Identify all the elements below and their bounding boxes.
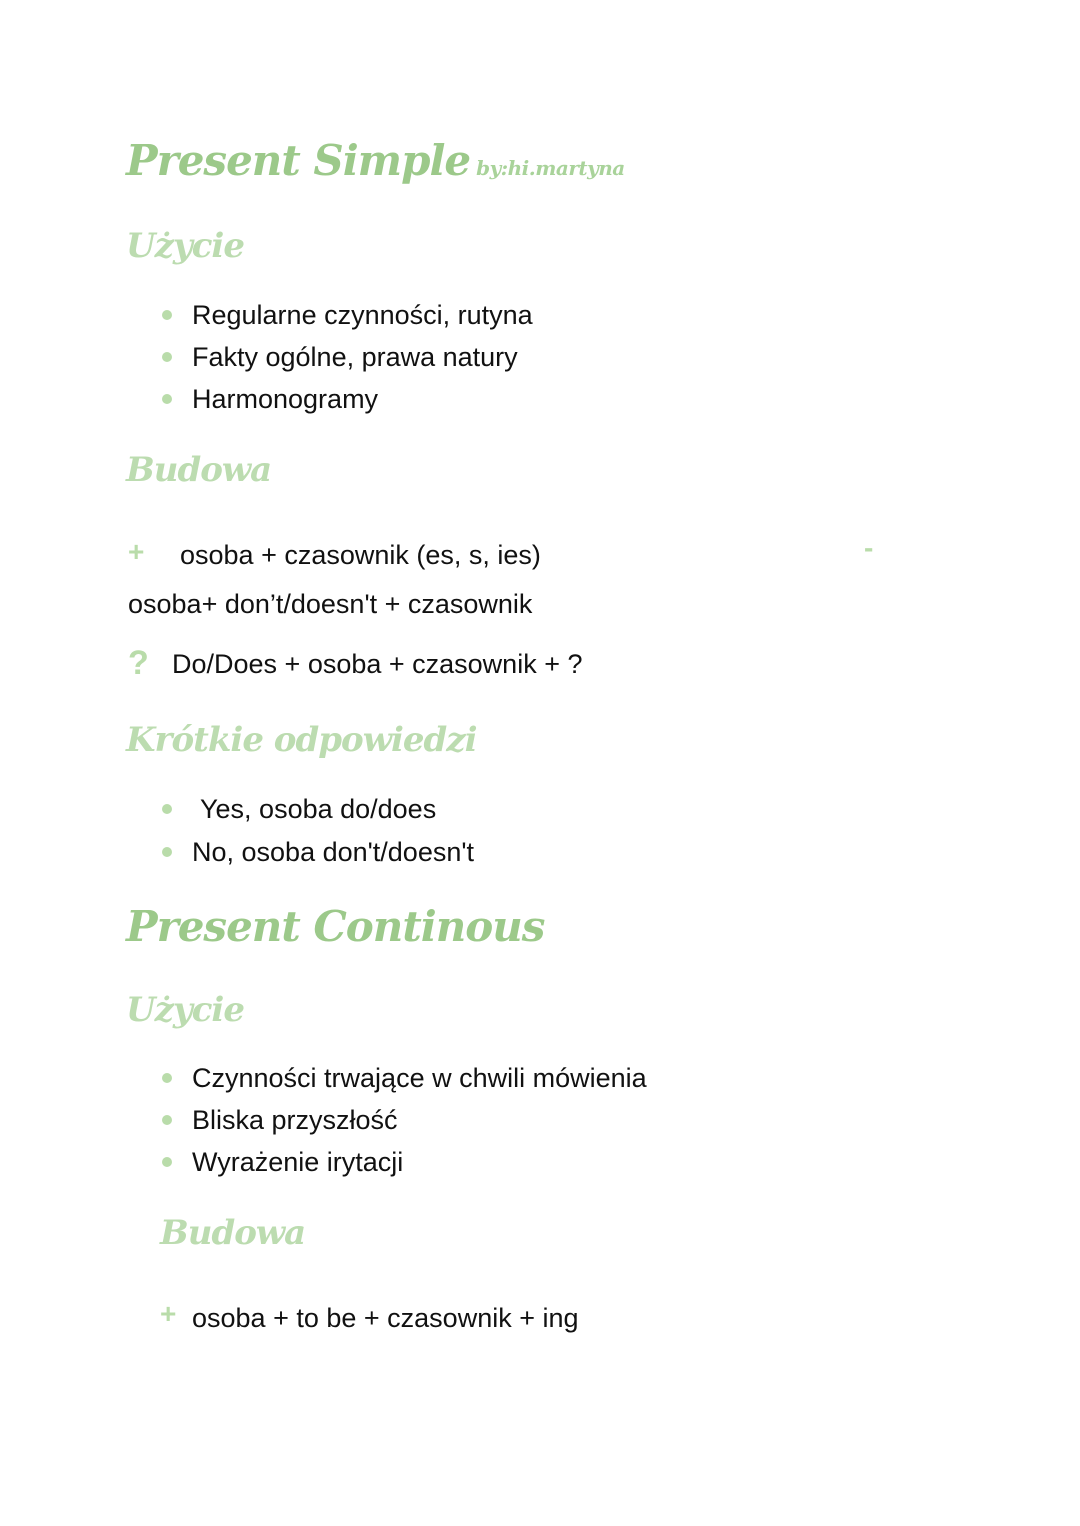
ps-question-form: Do/Does + osoba + czasownik + ? [172, 649, 583, 679]
list-item [162, 796, 436, 823]
present-continuous-title: Present Continous [126, 902, 545, 951]
list-item [162, 386, 378, 413]
list-item [162, 839, 474, 866]
plus-icon: + [128, 536, 145, 567]
list-item-text: No, osoba don't/doesn't [192, 837, 475, 867]
plus-icon: + [160, 1298, 177, 1329]
bullet-icon [162, 310, 172, 320]
ps-positive-form: osoba + czasownik (es, s, ies) [180, 540, 541, 570]
list-item-text: Regularne czynności, rutyna [192, 300, 533, 330]
list-item-text: Fakty ogólne, prawa natury [192, 342, 518, 372]
question-icon: ? [128, 644, 149, 682]
list-item [162, 1149, 403, 1176]
list-item-text: Wyrażenie irytacji [192, 1147, 404, 1177]
author-byline: by:hi.martyna [476, 156, 625, 180]
list-item-text: Bliska przyszłość [192, 1105, 398, 1135]
bullet-icon [162, 804, 172, 814]
ps-negative-form: osoba+ don’t/doesn't + czasownik [128, 589, 533, 619]
pc-positive-form: osoba + to be + czasownik + ing [192, 1303, 579, 1333]
list-item [162, 1065, 647, 1092]
list-item [162, 302, 533, 329]
bullet-icon [162, 847, 172, 857]
list-item-text: Yes, osoba do/does [200, 794, 437, 824]
bullet-icon [162, 394, 172, 404]
list-item-text: Czynności trwające w chwili mówienia [192, 1063, 647, 1093]
short-answers-heading: Krótkie odpowiedzi [126, 720, 477, 760]
bullet-icon [162, 1073, 172, 1083]
bullet-icon [162, 1157, 172, 1167]
list-item [162, 344, 518, 371]
bullet-icon [162, 352, 172, 362]
pc-usage-heading: Użycie [126, 990, 244, 1030]
ps-structure-heading: Budowa [126, 450, 272, 490]
list-item-text: Harmonogramy [192, 384, 379, 414]
pc-structure-heading: Budowa [160, 1213, 306, 1253]
ps-usage-heading: Użycie [126, 226, 244, 266]
bullet-icon [162, 1115, 172, 1125]
present-simple-title-row [126, 136, 625, 185]
minus-icon: - [864, 532, 874, 563]
list-item [162, 1107, 398, 1134]
present-simple-title: Present Simple [126, 136, 471, 185]
